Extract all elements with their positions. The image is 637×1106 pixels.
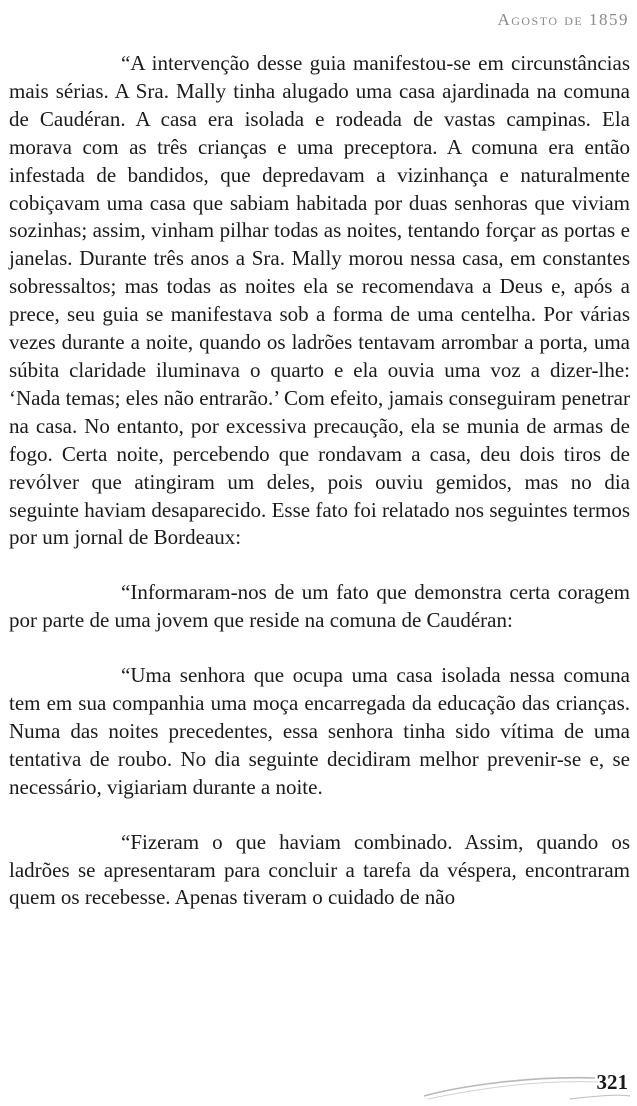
folio [420,1066,632,1102]
paragraph: “Uma senhora que ocupa uma casa isolada nessa comuna tem em sua companhia uma moça encarregada da educação das crianças. Numa das noites precedentes, essa senhora tinha sido vítima de uma tentativa de roubo. No dia seguinte decidiram melhor prevenir-se e, se necessário, vigiariam durante a noite. [9,663,630,799]
paragraph: “A intervenção desse guia manifestou-se em circunstâncias mais sérias. A Sra. Mally tinha alugado uma casa ajardinada na comuna de Caudéran. A casa era isolada e rodeada de vastas campinas. Ela morava com as três crianças e uma preceptora. A comuna era então infestada de bandidos, que depredavam a vizinhança e naturalmente cobiçavam uma casa que sabiam habitada por duas senhoras que viviam sozinhas; assim, vinham pilhar todas as noites, tentando forçar as portas e janelas. Durante três anos a Sra. Mally morou nessa casa, em constantes sobressaltos; mas todas as noites ela se recomendava a Deus e, após a prece, seu guia se manifestava sob a forma de uma centelha. Por várias vezes durante a noite, quando os ladrões tentavam arrombar a porta, uma súbita claridade iluminava o quarto e ela ouvia uma voz a dizer-lhe: ‘Nada temas; eles não entrarão.’ Com efeito, jamais conseguiram penetrar na casa. No entanto, por excessiva precaução, ela se munia de armas de fogo. Certa noite, percebendo que rondavam a casa, deu dois tiros de revólver que atingiram um deles, pois ouviu gemidos, mas no dia seguinte haviam desaparecido. Esse fato foi relatado nos seguintes termos por um jornal de Bordeaux: [9,51,630,550]
paragraph: “Informaram-nos de um fato que demonstra certa coragem por parte de uma jovem que reside na comuna de Caudéran: [9,580,630,633]
running-head: Agosto de 1859 [497,10,629,29]
paragraph: “Fizeram o que haviam combinado. Assim, quando os ladrões se apresentaram para concluir a tarefa da véspera, encontraram quem os recebesse. Apenas tiveram o cuidado de não [9,829,630,910]
body-text [9,50,630,912]
page-number: 321 [596,1070,628,1094]
